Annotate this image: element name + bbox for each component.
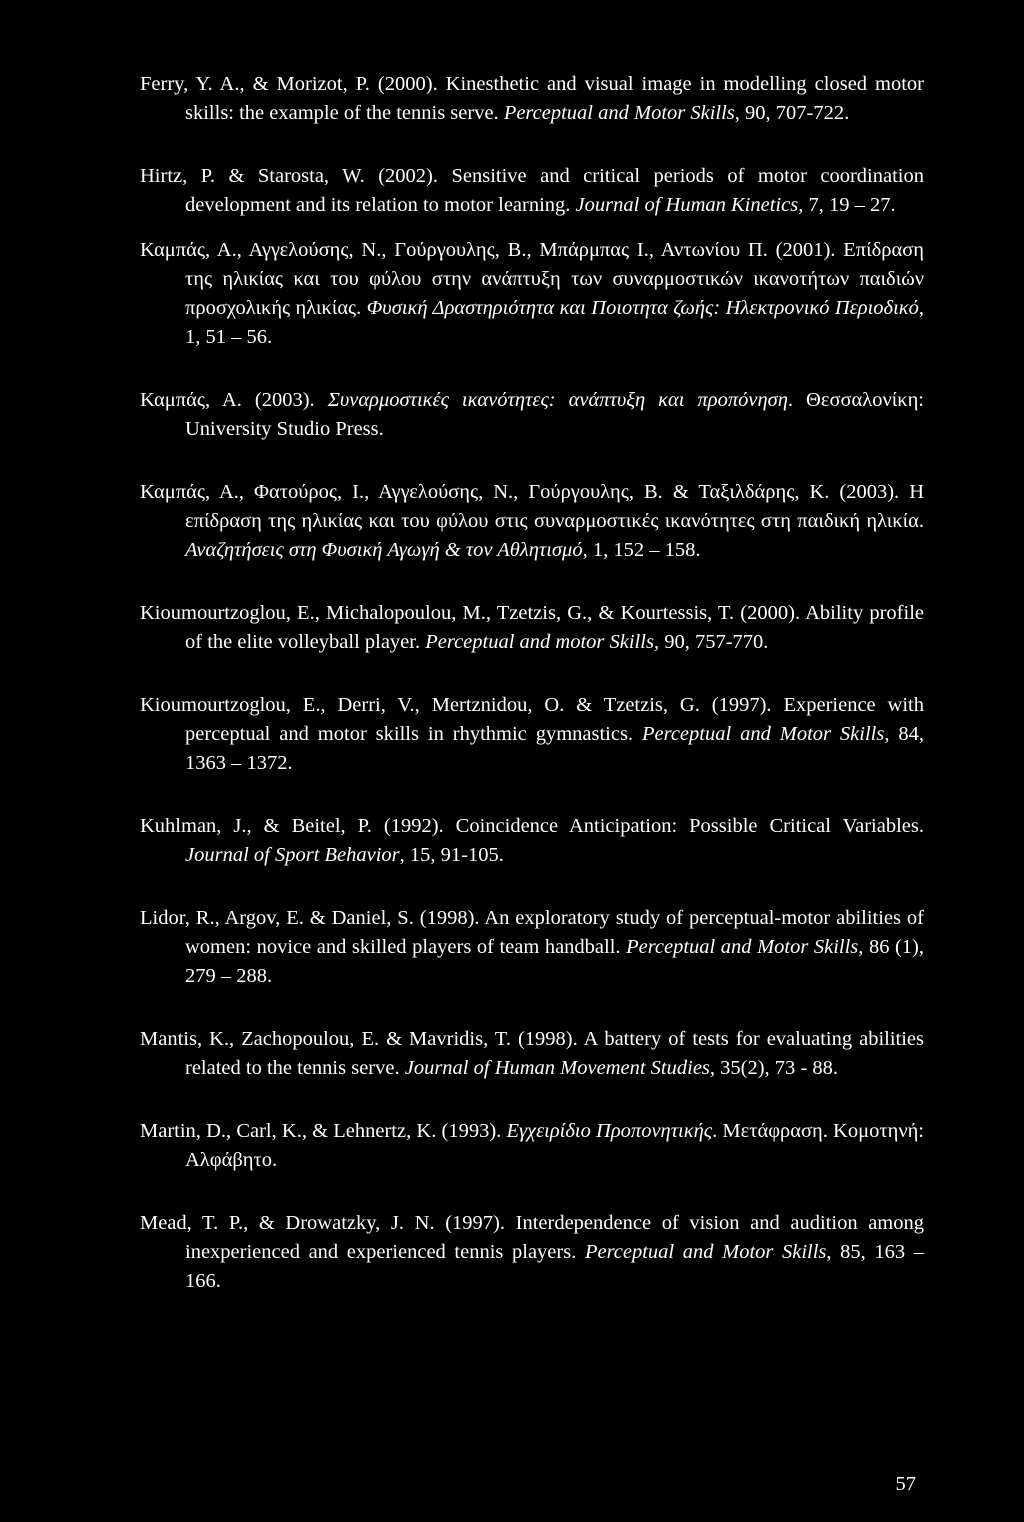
reference-entry bbox=[140, 1117, 924, 1175]
reference-details: , 1, 152 – 158. bbox=[582, 539, 701, 561]
reference-source: Perceptual and Motor Skills bbox=[584, 1241, 827, 1263]
reference-text: Καμπάς, Α., Φατούρος, Ι., Αγγελούσης, Ν., Γούργουλης, Β. & Ταξιλδάρης, Κ. (2003). Η επίδραση της ηλικίας και του φύλου στις συναρμοστικές ικανότητες στη παιδική ηλικία. bbox=[140, 481, 924, 532]
reference-source: Perceptual and motor Skills bbox=[425, 631, 654, 653]
reference-details: , 1, 51 – 56. bbox=[185, 297, 924, 348]
reference-text: Ferry, Y. A., & Morizot, P. (2000). Kinesthetic and visual image in modelling closed motor skills: the example of the tennis serve. bbox=[140, 73, 924, 124]
reference-details: , 84, 1363 – 1372. bbox=[185, 723, 925, 774]
reference-details: , 90, 707-722. bbox=[734, 102, 850, 124]
reference-source: Συναρμοστικές ικανότητες: ανάπτυξη και προπόνηση bbox=[327, 389, 788, 411]
reference-details: , 35(2), 73 - 88. bbox=[709, 1057, 839, 1079]
reference-text: Lidor, R., Argov, E. & Daniel, S. (1998). An exploratory study of perceptual-motor abilities of women: novice and skilled players of team handball. bbox=[140, 907, 924, 958]
reference-source: Journal of Sport Behavior bbox=[185, 844, 400, 866]
reference-source: Journal of Human Movement Studies bbox=[404, 1057, 710, 1079]
reference-text: Hirtz, P. & Starosta, W. (2002). Sensitive and critical periods of motor coordination development and its relation to motor learning. bbox=[140, 165, 924, 216]
reference-details: , 90, 757-770. bbox=[653, 631, 769, 653]
reference-list bbox=[140, 70, 924, 1330]
reference-entry bbox=[140, 236, 924, 352]
reference-entry bbox=[140, 904, 924, 991]
reference-entry bbox=[140, 599, 924, 657]
reference-entry bbox=[140, 478, 924, 565]
reference-text: Καμπάς, Α. (2003). bbox=[140, 389, 328, 411]
reference-entry bbox=[140, 812, 924, 870]
reference-source: Perceptual and Motor Skills bbox=[641, 723, 885, 745]
reference-details: , 7, 19 – 27. bbox=[798, 194, 896, 216]
reference-text: Mantis, K., Zachopoulou, E. & Mavridis, T. (1998). A battery of tests for evaluating abilities related to the tennis serve. bbox=[140, 1028, 924, 1079]
reference-entry bbox=[140, 1025, 924, 1083]
reference-text: Καμπάς, Α., Αγγελούσης, Ν., Γούργουλης, Β., Μπάρμπας Ι., Αντωνίου Π. (2001). Επίδραση της ηλικίας και του φύλου στην ανάπτυξη των συναρμοστικών ικανοτήτων παιδιών προσχολικής ηλικίας. bbox=[140, 239, 924, 319]
reference-entry bbox=[140, 162, 924, 220]
reference-entry bbox=[140, 386, 924, 444]
reference-source: Perceptual and Motor Skills bbox=[626, 936, 859, 958]
reference-text: Kioumourtzoglou, E., Michalopoulou, M., Tzetzis, G., & Kourtessis, T. (2000). Ability profile of the elite volleyball player. bbox=[140, 602, 924, 653]
reference-entry bbox=[140, 691, 924, 778]
reference-details: , 15, 91-105. bbox=[399, 844, 504, 866]
reference-entry bbox=[140, 70, 924, 128]
reference-text: Kuhlman, J., & Beitel, P. (1992). Coincidence Anticipation: Possible Critical Variables. bbox=[140, 815, 924, 837]
reference-details: . Μετάφραση. Κομοτηνή: Αλφάβητο. bbox=[185, 1120, 924, 1171]
reference-source: Perceptual and Motor Skills bbox=[503, 102, 735, 124]
reference-details: . Θεσσαλονίκη: University Studio Press. bbox=[185, 389, 925, 440]
reference-source: Journal of Human Kinetics bbox=[575, 194, 799, 216]
reference-source: Εγχειρίδιο Προπονητικής bbox=[506, 1120, 713, 1142]
reference-text: Mead, T. P., & Drowatzky, J. N. (1997). Interdependence of vision and audition among inexperienced and experienced tennis players. bbox=[140, 1212, 924, 1263]
page-number: 57 bbox=[895, 1473, 916, 1495]
reference-details: , 85, 163 – 166. bbox=[185, 1241, 925, 1292]
reference-details: , 86 (1), 279 – 288. bbox=[185, 936, 925, 987]
reference-text: Martin, D., Carl, K., & Lehnertz, K. (1993). bbox=[140, 1120, 507, 1142]
reference-entry bbox=[140, 1209, 924, 1296]
reference-source: Φυσική Δραστηριότητα και Ποιοτητα ζωής: Ηλεκτρονικό Περιοδικό bbox=[366, 297, 919, 319]
reference-text: Kioumourtzoglou, E., Derri, V., Mertznidou, O. & Tzetzis, G. (1997). Experience with perceptual and motor skills in rhythmic gymnastics. bbox=[140, 694, 924, 745]
reference-source: Αναζητήσεις στη Φυσική Αγωγή & τον Αθλητισμό bbox=[185, 539, 583, 561]
